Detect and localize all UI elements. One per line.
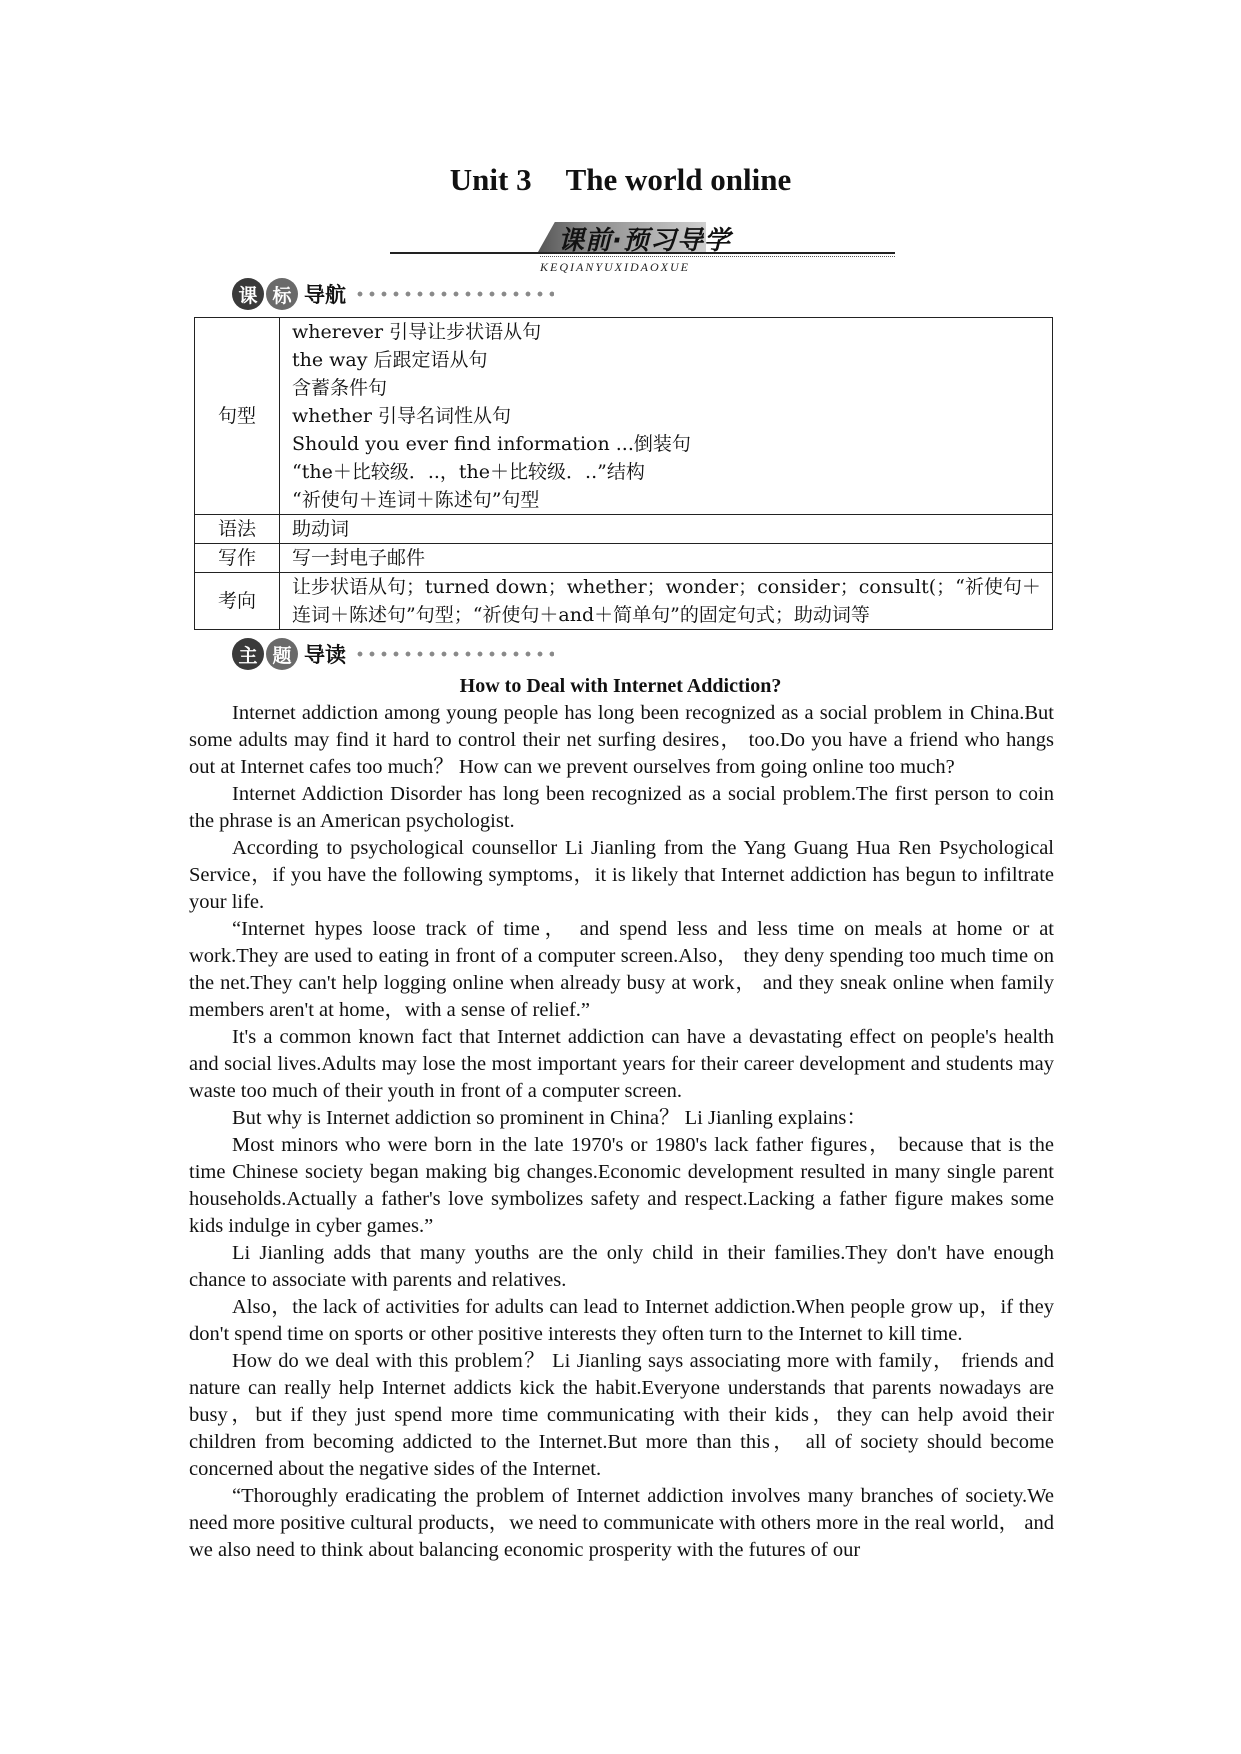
- article-paragraph: “Internet hypes loose track of time， and spend less and less time on meals at home or at work.They are used to eating in front of a computer screen.Also， they deny spending too much time on the net.They can't help logging online when already busy at work， and they sneak online when family members aren't at home，with a sense of relief.”: [189, 918, 1054, 1021]
- article-paragraph: How do we deal with this problem？ Li Jianling says associating more with family， friends and nature can really help Internet addicts kick the habit.Everyone understands that parents nowadays are busy，but if they just spend more time communicating with their kids，they can help avoid their children from becoming addicted to the Internet.But more than this， all of society should become concerned about the negative sides of the Internet.: [189, 1350, 1054, 1480]
- article-paragraph: Most minors who were born in the late 1970's or 1980's lack father figures， because that is the time Chinese society began making big changes.Economic development resulted in many single parent households.Actually a father's love symbolizes safety and respect.Lacking a father figure makes some kids indulge in cyber games.”: [189, 1134, 1054, 1237]
- section-banner: [390, 222, 895, 274]
- row-value: [280, 515, 1053, 544]
- article-title: How to Deal with Internet Addiction?: [459, 675, 782, 697]
- row-key: 语法: [195, 515, 280, 544]
- row-key: 句型: [195, 318, 280, 515]
- table-row: [195, 573, 1053, 630]
- row-value: [280, 573, 1053, 630]
- table-row: [195, 544, 1053, 573]
- dotted-leader: [354, 647, 554, 661]
- section-label: 导航: [304, 283, 346, 307]
- row-line: the way 后跟定语从句: [292, 349, 488, 371]
- row-line: 助动词: [292, 518, 350, 540]
- section-heading-curriculum-nav: [232, 276, 554, 312]
- dotted-leader: [354, 287, 554, 301]
- article-paragraph: Li Jianling adds that many youths are the only child in their families.They don't have enough chance to associate with parents and relatives.: [189, 1242, 1054, 1291]
- row-key: 写作: [195, 544, 280, 573]
- table-row: [195, 318, 1053, 515]
- row-line: “the＋比较级．..，the＋比较级．..”结构: [292, 461, 645, 483]
- article-paragraph: It's a common known fact that Internet addiction can have a devastating effect on people's health and social lives.Adults may lose the most important years for their career development and students may waste too much of their youth in front of a computer screen.: [189, 1026, 1054, 1102]
- section-heading-theme-reading: [232, 636, 554, 672]
- row-line: 含蓄条件句: [292, 377, 388, 399]
- row-line: “祈使句＋连词＋陈述句”句型: [292, 489, 540, 511]
- article-paragraph: Also，the lack of activities for adults can lead to Internet addiction.When people grow up，if they don't spend time on sports or other positive interests they often turn to the Internet to kill time.: [189, 1296, 1054, 1345]
- article-paragraph: “Thoroughly eradicating the problem of Internet addiction involves many branches of society.We need more positive cultural products，we need to communicate with others more in the real world， and we also need to think about balancing economic prosperity with the futures of our: [189, 1485, 1054, 1561]
- page-title: [0, 162, 1241, 198]
- curriculum-table: [194, 317, 1053, 630]
- row-line: 让步状语从句；turned down；whether；wonder；consider；consult(；“祈使句＋: [292, 576, 1041, 598]
- article-paragraph: But why is Internet addiction so prominent in China？ Li Jianling explains：: [232, 1107, 867, 1129]
- article-paragraph: Internet addiction among young people has long been recognized as a social problem in China.But some adults may find it hard to control their net surfing desires， too.Do you have a friend who hangs out at Internet cafes too much？ How can we prevent ourselves from going online too much?: [189, 702, 1054, 778]
- unit-number: Unit 3: [449, 162, 532, 197]
- row-line: Should you ever find information ...倒装句: [292, 433, 691, 455]
- unit-title: The world online: [565, 162, 792, 197]
- row-value: [280, 318, 1053, 515]
- row-value: [280, 544, 1053, 573]
- banner-subtext: KEQIANYUXIDAOXUE: [540, 260, 690, 274]
- row-line: 连词＋陈述句”句型；“祈使句＋and＋简单句”的固定句式；助动词等: [292, 604, 870, 626]
- article-paragraph: Internet Addiction Disorder has long been recognized as a social problem.The first person to coin the phrase is an American psychologist.: [189, 783, 1054, 832]
- badge-ke: 课: [232, 278, 264, 310]
- article-body: [189, 700, 1054, 1564]
- badge-zhu: 主: [232, 638, 264, 670]
- article-paragraph: According to psychological counsellor Li Jianling from the Yang Guang Hua Ren Psychological Service，if you have the following symptoms，it is likely that Internet addiction has begun to infiltrate your life.: [189, 837, 1054, 913]
- table-row: [195, 515, 1053, 544]
- row-line: wherever 引导让步状语从句: [292, 321, 542, 343]
- badge-biao: 标: [266, 278, 298, 310]
- section-label: 导读: [304, 643, 346, 667]
- row-key: 考向: [195, 573, 280, 630]
- row-line: whether 引导名词性从句: [292, 405, 511, 427]
- row-line: 写一封电子邮件: [292, 547, 426, 569]
- badge-ti: 题: [266, 638, 298, 670]
- banner-text: 课前·预习导学: [558, 226, 731, 256]
